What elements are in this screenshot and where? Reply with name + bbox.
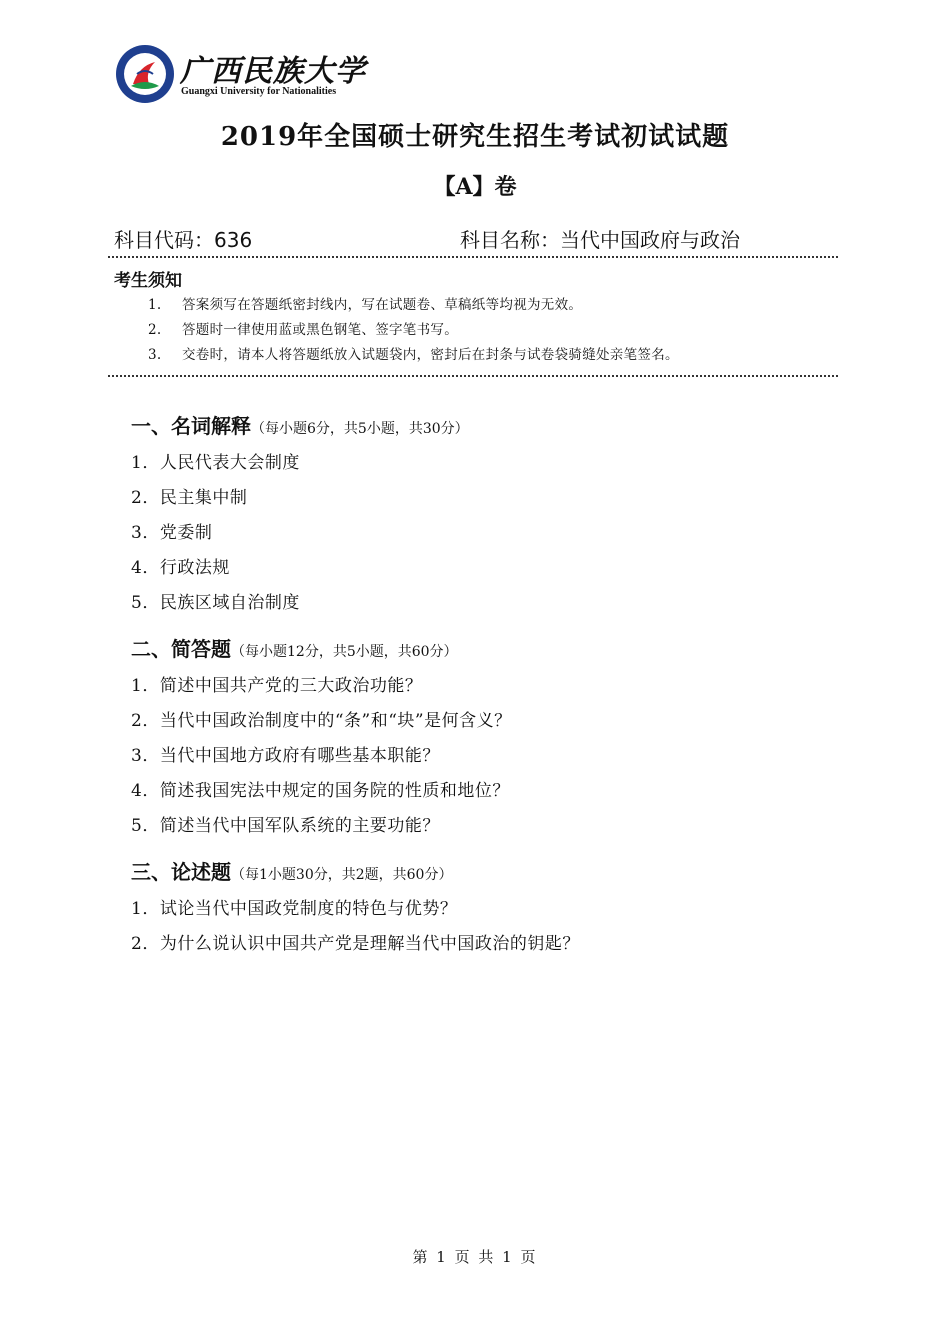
notice-item-text: 答题时一律使用蓝或黑色钢笔、签字笔书写。 xyxy=(182,322,458,338)
notice-item-num: 3. xyxy=(148,347,162,363)
subject-name: 科目名称：当代中国政府与政治 xyxy=(460,228,740,252)
notice-item xyxy=(148,293,582,313)
section-title: 二、简答题 xyxy=(131,637,231,661)
question-item: 2．当代中国政治制度中的“条”和“块”是何含义？ xyxy=(131,711,512,731)
subject-code: 科目代码：636 xyxy=(114,228,253,252)
divider-top xyxy=(108,256,838,258)
notice-item-num: 2. xyxy=(148,322,162,338)
section-heading xyxy=(131,856,452,885)
exam-title: 2019年全国硕士研究生招生考试初试试题 xyxy=(220,122,730,152)
notice-title: 考生须知 xyxy=(114,271,182,291)
section-title: 一、名词解释 xyxy=(131,414,251,438)
page-footer: 第 1 页 共 1 页 xyxy=(412,1248,538,1266)
divider-bottom xyxy=(108,375,838,377)
university-logo-icon xyxy=(115,44,175,104)
section-note: （每小题12分，共5小题，共60分） xyxy=(231,644,458,660)
question-item: 1．试论当代中国政党制度的特色与优势？ xyxy=(131,899,458,919)
question-item: 2．民主集中制 xyxy=(131,488,248,508)
section-heading xyxy=(131,410,469,439)
question-item: 3．当代中国地方政府有哪些基本职能？ xyxy=(131,746,440,766)
exam-volume: 【A】卷 xyxy=(433,174,517,200)
section-note: （每小题6分，共5小题，共30分） xyxy=(251,421,469,437)
notice-item xyxy=(148,343,679,363)
question-item: 1．简述中国共产党的三大政治功能？ xyxy=(131,676,423,696)
notice-item-text: 交卷时，请本人将答题纸放入试题袋内，密封后在封条与试卷袋骑缝处亲笔签名。 xyxy=(182,347,679,363)
university-name-en: Guangxi University for Nationalities xyxy=(181,86,337,97)
question-item: 3．党委制 xyxy=(131,523,213,543)
question-item: 4．简述我国宪法中规定的国务院的性质和地位？ xyxy=(131,781,510,801)
notice-item-num: 1. xyxy=(148,297,162,313)
question-item: 4．行政法规 xyxy=(131,558,230,578)
question-item: 5．民族区域自治制度 xyxy=(131,593,300,613)
section-heading xyxy=(131,633,458,662)
notice-item xyxy=(148,318,458,338)
university-name-cn: 广西民族大学 xyxy=(180,54,366,89)
section-title: 三、论述题 xyxy=(131,860,231,884)
notice-item-text: 答案须写在答题纸密封线内，写在试题卷、草稿纸等均视为无效。 xyxy=(182,297,583,313)
question-item: 5．简述当代中国军队系统的主要功能？ xyxy=(131,816,440,836)
question-item: 1．人民代表大会制度 xyxy=(131,453,300,473)
question-item: 2．为什么说认识中国共产党是理解当代中国政治的钥匙？ xyxy=(131,934,580,954)
section-note: （每1小题30分，共2题，共60分） xyxy=(231,867,453,883)
